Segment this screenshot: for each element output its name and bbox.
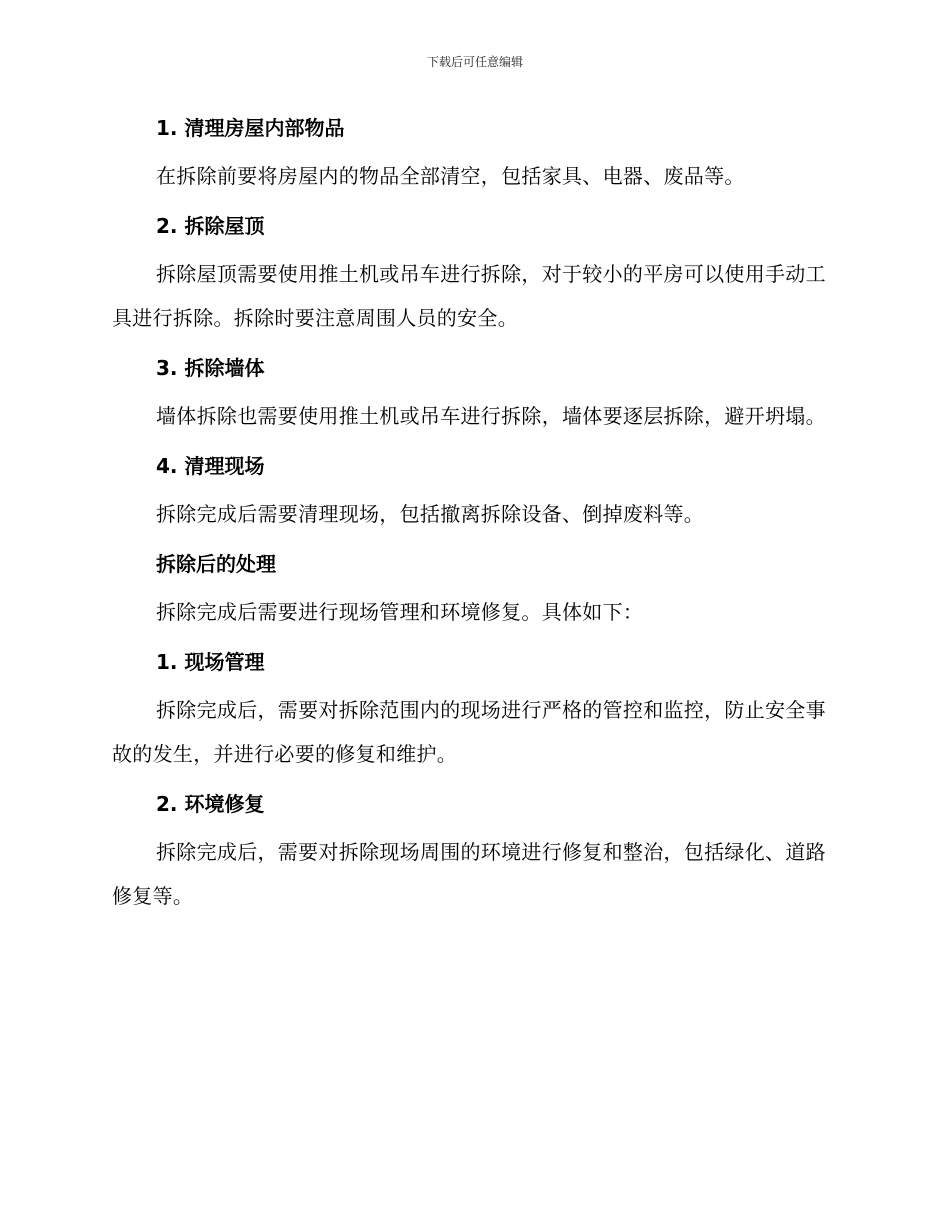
heading-environment-restoration: 2. 环境修复 <box>156 792 265 816</box>
document-body <box>112 112 832 918</box>
paragraph-clear-interior: 在拆除前要将房屋内的物品全部清空，包括家具、电器、废品等。 <box>156 164 745 188</box>
heading-demolish-walls: 3. 拆除墙体 <box>156 356 265 380</box>
paragraph-post-demolition: 拆除完成后需要进行现场管理和环境修复。具体如下： <box>156 600 644 624</box>
paragraph-clean-site: 拆除完成后需要清理现场，包括撤离拆除设备、倒掉废料等。 <box>156 502 705 526</box>
heading-clear-interior: 1. 清理房屋内部物品 <box>156 116 345 140</box>
paragraph-site-management: 拆除完成后，需要对拆除范围内的现场进行严格的管控和监控，防止安全事故的发生，并进行必要的修复和维护。 <box>112 698 826 766</box>
heading-clean-site: 4. 清理现场 <box>156 454 265 478</box>
paragraph-demolish-walls: 墙体拆除也需要使用推土机或吊车进行拆除，墙体要逐层拆除，避开坍塌。 <box>156 404 826 428</box>
paragraph-demolish-roof: 拆除屋顶需要使用推土机或吊车进行拆除，对于较小的平房可以使用手动工具进行拆除。拆除时要注意周围人员的安全。 <box>112 262 826 330</box>
header-note: 下载后可任意编辑 <box>426 55 523 69</box>
paragraph-environment-restoration: 拆除完成后，需要对拆除现场周围的环境进行修复和整治，包括绿化、道路修复等。 <box>112 840 826 908</box>
heading-post-demolition: 拆除后的处理 <box>156 552 276 576</box>
heading-site-management: 1. 现场管理 <box>156 650 265 674</box>
heading-demolish-roof: 2. 拆除屋顶 <box>156 214 265 238</box>
